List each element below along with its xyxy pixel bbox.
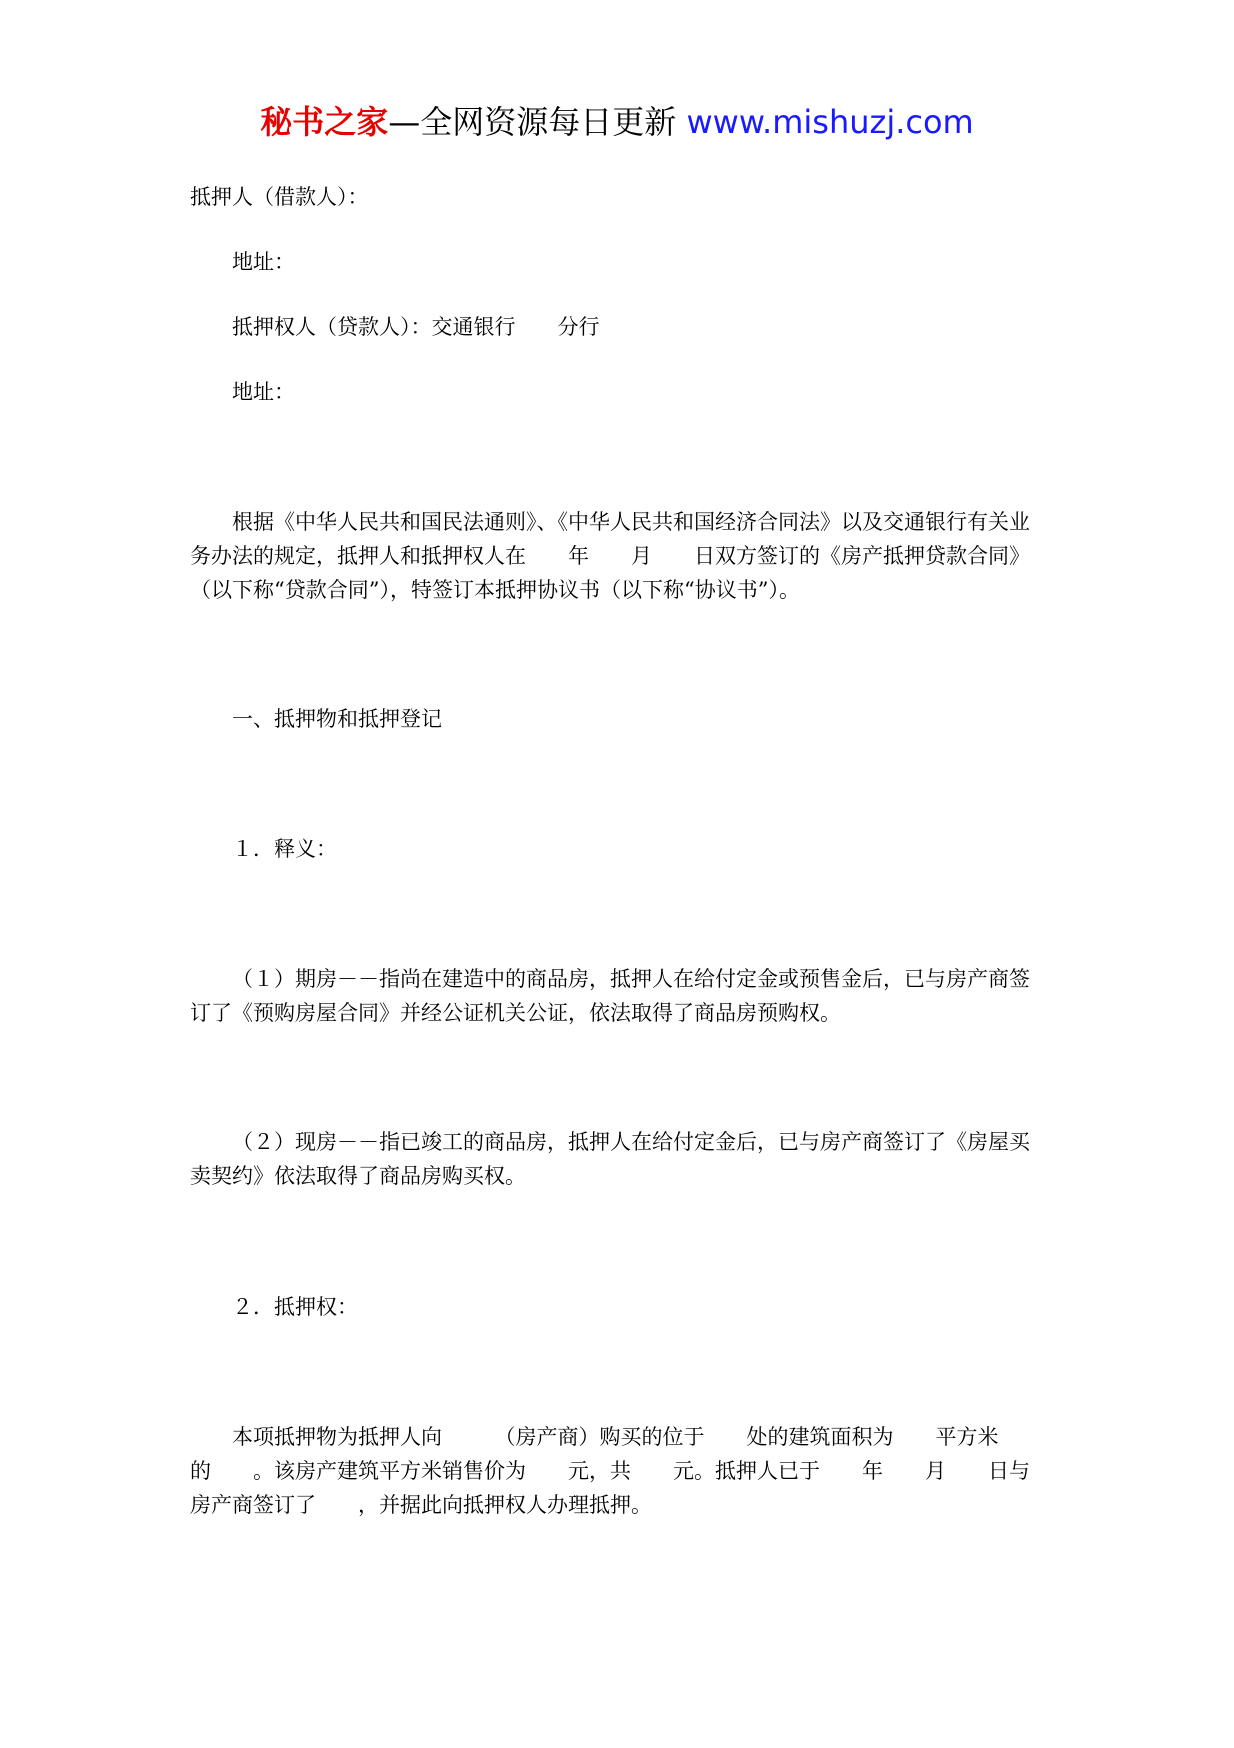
intro-paragraph: 根据《中华人民共和国民法通则》、《中华人民共和国经济合同法》以及交通银行有关业务办法的规定，抵押人和抵押权人在 年 月 日双方签订的《房产抵押贷款合同》（以下称“贷款合同”），特签订本抵押协议书（以下称“协议书”）。 xyxy=(190,510,1030,602)
mortgagee-address-label: 地址： xyxy=(232,380,295,404)
item-2-title: ２．抵押权： xyxy=(232,1295,358,1319)
item-1-paragraph-1: （１）期房－－指尚在建造中的商品房，抵押人在给付定金或预售金后，已与房产商签订了《预购房屋合同》并经公证机关公证，依法取得了商品房预购权。 xyxy=(190,967,1030,1025)
mortgagor-label: 抵押人（借款人）： xyxy=(190,185,369,209)
site-banner xyxy=(0,100,1234,144)
item-2-paragraph: 本项抵押物为抵押人向 （房产商）购买的位于 处的建筑面积为 平方米的 。该房产建筑平方米销售价为 元，共 元。抵押人已于 年 月 日与房产商签订了 ，并据此向抵押权人办理抵押。 xyxy=(190,1425,1030,1517)
banner-tagline: —全网资源每日更新 xyxy=(388,103,677,141)
mortgagor-address-label: 地址： xyxy=(232,250,295,274)
mortgagee-label: 抵押权人（贷款人）：交通银行 分行 xyxy=(232,315,600,339)
item-1-paragraph-2: （２）现房－－指已竣工的商品房，抵押人在给付定金后，已与房产商签订了《房屋买卖契约》依法取得了商品房购买权。 xyxy=(190,1130,1030,1188)
banner-site-link[interactable]: www.mishuzj.com xyxy=(676,103,974,141)
banner-brand: 秘书之家 xyxy=(260,103,389,141)
item-1-title: １．释义： xyxy=(232,837,337,861)
section-1-title: 一、抵押物和抵押登记 xyxy=(232,707,442,731)
